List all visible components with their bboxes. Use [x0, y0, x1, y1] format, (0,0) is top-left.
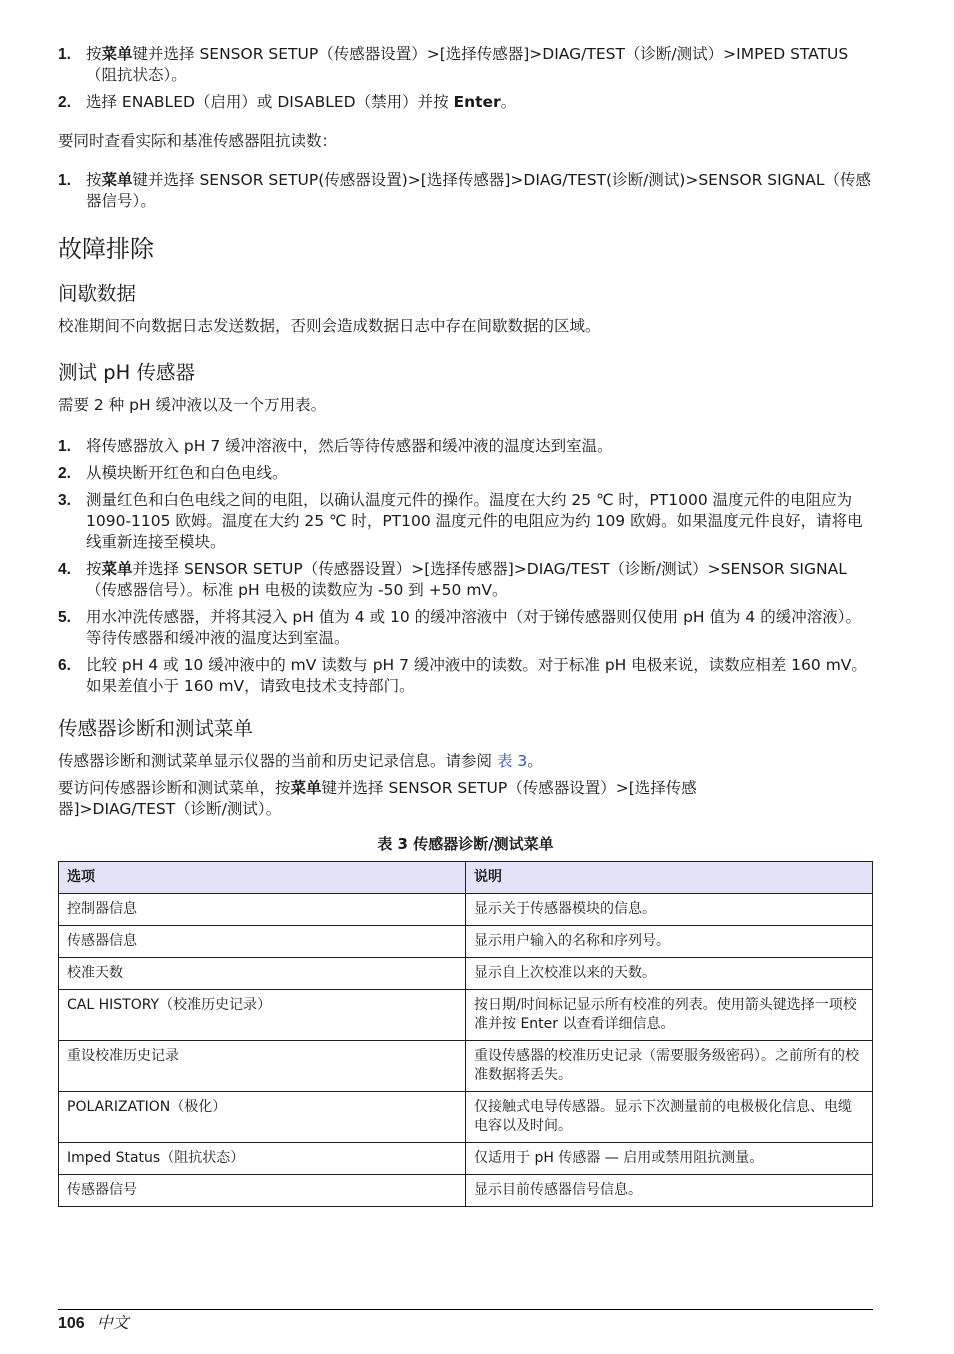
step-text: 键并选择 SENSOR SETUP（传感器设置）>[选择传感器]>DIAG/TEST（诊断/测试）>IMPED STATUS（阻抗状态）。 — [86, 45, 849, 84]
table-cell: 按日期/时间标记显示所有校准的列表。使用箭头键选择一项校准并按 Enter 以查看详细信息。 — [466, 990, 873, 1041]
table-cell: Imped Status（阻抗状态） — [59, 1143, 466, 1175]
step-number: 1. — [58, 46, 71, 63]
list-item — [58, 655, 873, 697]
table-cell: 重设传感器的校准历史记录（需要服务级密码）。之前所有的校准数据将丢失。 — [466, 1041, 873, 1092]
subsection-heading: 传感器诊断和测试菜单 — [58, 717, 254, 740]
paragraph-text: 要访问传感器诊断和测试菜单，按 — [58, 779, 291, 797]
step-text: 测量红色和白色电线之间的电阻，以确认温度元件的操作。温度在大约 25 ℃ 时，PT1000 温度元件的电阻应为 1090-1105 欧姆。温度在大约 25 ℃ 时，PT100 温度元件的电阻应为约 109 欧姆。如果温度元件良好，请将电线重新连接至模块。 — [86, 491, 863, 551]
key-label: 菜单 — [101, 45, 133, 63]
page-number: 106 — [58, 1315, 85, 1332]
list-item — [58, 436, 873, 457]
table-row — [59, 1041, 873, 1092]
table-cell: 显示目前传感器信号信息。 — [466, 1175, 873, 1207]
list-item — [58, 490, 873, 553]
steps-test-ph — [58, 436, 873, 697]
footer-language: 中文 — [96, 1313, 129, 1332]
table-cell: 仅适用于 pH 传感器 — 启用或禁用阻抗测量。 — [466, 1143, 873, 1175]
table-header-row — [59, 862, 873, 894]
table-row — [59, 990, 873, 1041]
table-reference-link[interactable]: 表 3 — [496, 752, 528, 770]
table-caption: 表 3 传感器诊断/测试菜单 — [377, 835, 554, 853]
list-item — [58, 170, 873, 212]
document-page — [58, 44, 873, 1207]
step-text: 比较 pH 4 或 10 缓冲液中的 mV 读数与 pH 7 缓冲液中的读数。对于标准 pH 电极来说，读数应相差 160 mV。如果差值小于 160 mV，请致电技术支持部门。 — [86, 656, 867, 695]
table-cell: POLARIZATION（极化） — [59, 1092, 466, 1143]
paragraph: 需要 2 种 pH 缓冲液以及一个万用表。 — [58, 396, 327, 414]
key-label: 菜单 — [290, 779, 322, 797]
table-cell: 显示用户输入的名称和序列号。 — [466, 926, 873, 958]
step-text: 选择 ENABLED（启用）或 DISABLED（禁用）并按 — [86, 93, 454, 111]
table-row — [59, 926, 873, 958]
paragraph-text: 。 — [527, 752, 543, 770]
table-cell: 校准天数 — [59, 958, 466, 990]
step-number: 1. — [58, 172, 71, 189]
table-cell: 显示关于传感器模块的信息。 — [466, 894, 873, 926]
table-cell: 控制器信息 — [59, 894, 466, 926]
diagnostics-table — [58, 861, 873, 1207]
key-label: 菜单 — [101, 171, 133, 189]
key-label: Enter — [453, 93, 501, 111]
table-cell: 传感器信号 — [59, 1175, 466, 1207]
table-cell: 重设校准历史记录 — [59, 1041, 466, 1092]
table-row — [59, 958, 873, 990]
list-item — [58, 44, 873, 86]
step-number: 6. — [58, 657, 71, 674]
step-number: 2. — [58, 94, 71, 111]
table-row — [59, 1175, 873, 1207]
table-cell: 仅接触式电导传感器。显示下次测量前的电极极化信息、电缆电容以及时间。 — [466, 1092, 873, 1143]
column-header: 选项 — [59, 862, 466, 894]
step-text: 用水冲洗传感器，并将其浸入 pH 值为 4 或 10 的缓冲溶液中（对于锑传感器则仅使用 pH 值为 4 的缓冲溶液）。等待传感器和缓冲液的温度达到室温。 — [86, 608, 861, 647]
step-text: 将传感器放入 pH 7 缓冲溶液中，然后等待传感器和缓冲液的温度达到室温。 — [86, 437, 613, 455]
list-item — [58, 559, 873, 601]
step-text: 键并选择 SENSOR SETUP(传感器设置)>[选择传感器]>DIAG/TEST(诊断/测试)>SENSOR SIGNAL（传感器信号）。 — [86, 171, 872, 210]
list-item — [58, 463, 873, 484]
step-number: 1. — [58, 438, 71, 455]
step-number: 4. — [58, 561, 71, 578]
key-label: 菜单 — [101, 560, 133, 578]
list-item — [58, 607, 873, 649]
steps-sensor-signal — [58, 170, 873, 212]
subsection-heading: 间歇数据 — [58, 282, 137, 305]
list-item — [58, 92, 873, 113]
column-header: 说明 — [466, 862, 873, 894]
page-footer — [58, 1312, 129, 1335]
paragraph: 要同时查看实际和基准传感器阻抗读数： — [58, 132, 338, 150]
step-text: 从模块断开红色和白色电线。 — [86, 464, 288, 482]
step-text: 按 — [86, 45, 102, 63]
step-number: 5. — [58, 609, 71, 626]
paragraph-text: 传感器诊断和测试菜单显示仪器的当前和历史记录信息。请参阅 — [58, 752, 497, 770]
paragraph-text: 键并选择 SENSOR SETUP（传感器设置）>[选择传感器]>DIAG/TEST（诊断/测试）。 — [58, 779, 697, 818]
subsection-heading: 测试 pH 传感器 — [58, 361, 195, 384]
table-row — [59, 1143, 873, 1175]
step-number: 2. — [58, 465, 71, 482]
table-cell: CAL HISTORY（校准历史记录） — [59, 990, 466, 1041]
paragraph — [58, 751, 873, 772]
steps-impedance — [58, 44, 873, 113]
step-text: 。 — [500, 93, 517, 111]
step-text: 按 — [86, 171, 102, 189]
paragraph: 校准期间不向数据日志发送数据，否则会造成数据日志中存在间歇数据的区域。 — [58, 317, 601, 335]
paragraph — [58, 778, 873, 820]
table-row — [59, 1092, 873, 1143]
step-text: 按 — [86, 560, 102, 578]
section-heading: 故障排除 — [58, 235, 154, 263]
step-text: 并选择 SENSOR SETUP（传感器设置）>[选择传感器]>DIAG/TEST（诊断/测试）>SENSOR SIGNAL（传感器信号）。标准 pH 电极的读数应为 -50 到 +50 mV。 — [86, 560, 847, 599]
footer-divider — [58, 1309, 873, 1310]
table-cell: 传感器信息 — [59, 926, 466, 958]
step-number: 3. — [58, 492, 71, 509]
table-cell: 显示自上次校准以来的天数。 — [466, 958, 873, 990]
table-row — [59, 894, 873, 926]
